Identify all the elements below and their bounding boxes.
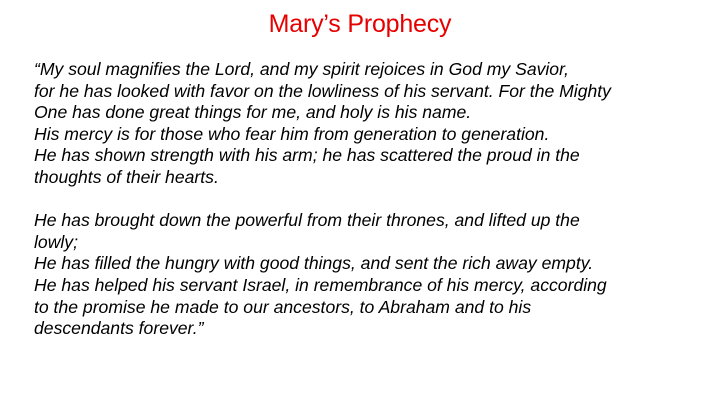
slide-body [34, 59, 694, 340]
text-line: thoughts of their hearts. [34, 166, 219, 187]
text-line: He has brought down the powerful from their thrones, and lifted up the [34, 210, 580, 231]
text-line: He has shown strength with his arm; he has scattered the proud in the [34, 145, 580, 166]
text-line: for he has looked with favor on the lowliness of his servant. For the Mighty [34, 80, 611, 101]
text-line: to the promise he made to our ancestors, to Abraham and to his [34, 296, 532, 317]
paragraph-gap [34, 189, 694, 211]
text-line: One has done great things for me, and holy is his name. [34, 102, 472, 123]
text-line: descendants forever.” [34, 318, 204, 339]
text-line: He has filled the hungry with good things, and sent the rich away empty. [34, 253, 594, 274]
slide-title: Mary’s Prophecy [268, 10, 452, 38]
text-line: “My soul magnifies the Lord, and my spirit rejoices in God my Savior, [34, 59, 569, 79]
paragraph-1 [34, 59, 694, 189]
paragraph-2 [34, 210, 694, 340]
text-line: He has helped his servant Israel, in remembrance of his mercy, according [34, 274, 607, 295]
text-line: lowly; [34, 231, 78, 252]
text-line: His mercy is for those who fear him from generation to generation. [34, 123, 550, 144]
